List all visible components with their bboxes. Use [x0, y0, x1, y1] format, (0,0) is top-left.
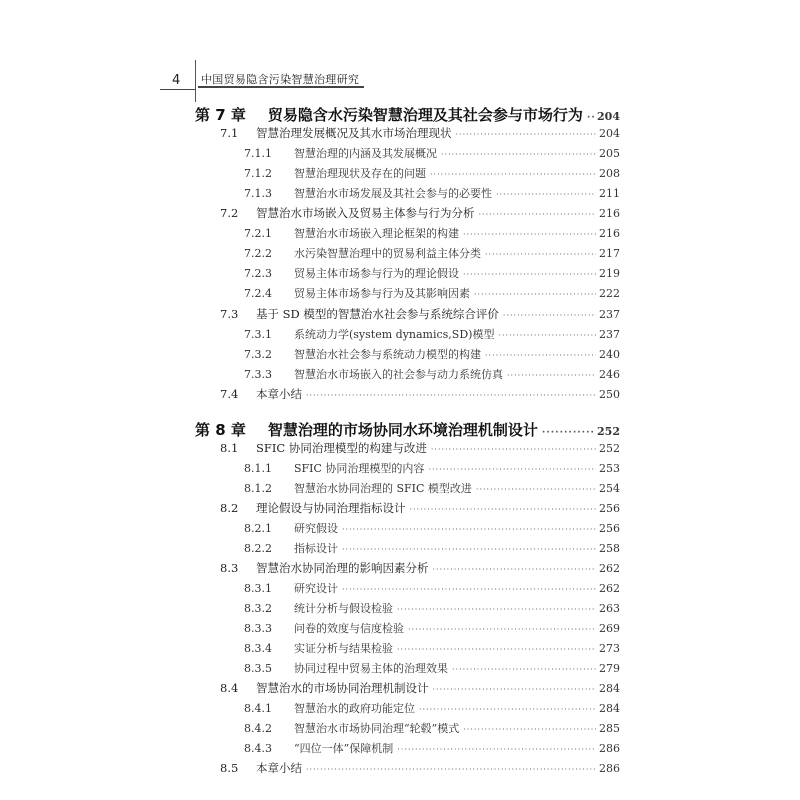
page-ref: 254 — [599, 482, 620, 495]
subsection-number: 8.1.2 — [244, 482, 272, 495]
subsection-number: 7.3.1 — [244, 328, 272, 341]
section-title: 理论假设与协同治理指标设计 — [256, 501, 406, 515]
leader-dots — [419, 705, 596, 714]
leader-dots — [463, 725, 596, 734]
subsection-number: 7.3.2 — [244, 348, 272, 361]
subsection-number: 7.2.3 — [244, 267, 272, 280]
subsection-number: 7.2.4 — [244, 287, 272, 300]
subsection-title: 研究设计 — [294, 582, 338, 595]
page-ref: 217 — [599, 247, 620, 260]
subsection-title: 问卷的效度与信度检验 — [294, 622, 404, 635]
page-number: 4 — [172, 73, 181, 88]
leader-dots — [441, 150, 596, 159]
section-title: 智慧治理发展概况及其水市场治理现状 — [256, 126, 452, 140]
subsection-title: 水污染智慧治理中的贸易利益主体分类 — [294, 247, 481, 260]
subsection-number: 7.2.2 — [244, 247, 272, 260]
section-number: 8.1 — [220, 441, 239, 455]
leader-dots — [342, 545, 596, 554]
toc-chapter-7[interactable] — [195, 104, 620, 125]
page-ref: 263 — [599, 602, 620, 615]
toc-subsection-7-3-2[interactable] — [244, 346, 620, 362]
page-ref: 269 — [599, 622, 620, 635]
leader-dots — [397, 745, 596, 754]
leader-dots — [306, 765, 596, 774]
subsection-title: 智慧治水的政府功能定位 — [294, 702, 415, 715]
subsection-number: 8.3.3 — [244, 622, 272, 635]
toc-section-7-4[interactable] — [220, 386, 620, 402]
subsection-number: 7.1.3 — [244, 187, 272, 200]
toc-section-7-2[interactable] — [220, 205, 620, 221]
section-title: 智慧治水的市场协同治理机制设计 — [256, 681, 429, 695]
leader-dots — [428, 465, 596, 474]
page-ref: 279 — [599, 662, 620, 675]
page-ref: 262 — [599, 562, 620, 575]
toc-section-8-5[interactable] — [220, 760, 620, 776]
subsection-number: 8.3.2 — [244, 602, 272, 615]
subsection-title: 研究假设 — [294, 522, 338, 535]
toc-chapter-8[interactable] — [195, 419, 620, 440]
subsection-number: 8.4.2 — [244, 722, 272, 735]
leader-dots — [463, 270, 596, 279]
toc-subsection-7-1-1[interactable] — [244, 145, 620, 161]
toc-subsection-7-3-3[interactable] — [244, 366, 620, 382]
section-title: 基于 SD 模型的智慧治水社会参与系统综合评价 — [256, 307, 499, 321]
toc-subsection-8-2-1[interactable] — [244, 520, 620, 536]
leader-dots — [476, 485, 596, 494]
page-ref: 204 — [599, 127, 620, 140]
page-ref: 222 — [599, 287, 620, 300]
toc-subsection-7-1-3[interactable] — [244, 185, 620, 201]
subsection-title: 智慧治水社会参与系统动力模型的构建 — [294, 348, 481, 361]
subsection-number: 8.4.1 — [244, 702, 272, 715]
subsection-number: 7.1.2 — [244, 167, 272, 180]
page-ref: 273 — [599, 642, 620, 655]
page-ref: 256 — [599, 522, 620, 535]
section-number: 7.2 — [220, 206, 239, 220]
leader-dots — [410, 505, 597, 514]
subsection-title: 智慧治理的内涵及其发展概况 — [294, 147, 437, 160]
subsection-title: 协同过程中贸易主体的治理效果 — [294, 662, 448, 675]
chapter-number: 第 8 章 — [195, 421, 246, 439]
leader-dots — [431, 445, 596, 454]
toc-section-8-2[interactable] — [220, 500, 620, 516]
leader-dots — [479, 210, 597, 219]
section-number: 8.4 — [220, 681, 239, 695]
subsection-title: 系统动力学(system dynamics,SD)模型 — [294, 328, 495, 341]
subsection-number: 8.4.3 — [244, 742, 272, 755]
leader-dots — [433, 685, 597, 694]
page-ref: 204 — [597, 110, 620, 123]
page-ref: 252 — [597, 425, 620, 438]
toc-subsection-8-4-1[interactable] — [244, 700, 620, 716]
subsection-number: 7.2.1 — [244, 227, 272, 240]
page-ref: 284 — [599, 682, 620, 695]
section-title: 本章小结 — [256, 387, 302, 401]
leader-dots — [496, 190, 596, 199]
section-title: 本章小结 — [256, 761, 302, 775]
page-ref: 250 — [599, 388, 620, 401]
toc-subsection-8-4-2[interactable] — [244, 720, 620, 736]
leader-dots — [452, 665, 596, 674]
subsection-number: 8.3.4 — [244, 642, 272, 655]
toc-subsection-8-3-4[interactable] — [244, 640, 620, 656]
leader-dots — [408, 625, 596, 634]
toc-section-7-3[interactable] — [220, 306, 620, 322]
toc-section-7-1[interactable] — [220, 125, 620, 141]
toc-subsection-8-3-3[interactable] — [244, 620, 620, 636]
subsection-number: 8.2.2 — [244, 542, 272, 555]
leader-dots — [342, 585, 596, 594]
section-number: 7.4 — [220, 387, 239, 401]
leader-dots — [485, 351, 596, 360]
page-ref: 208 — [599, 167, 620, 180]
subsection-number: 8.3.1 — [244, 582, 272, 595]
page-ref: 258 — [599, 542, 620, 555]
toc-section-8-4[interactable] — [220, 680, 620, 696]
leader-dots — [342, 525, 596, 534]
leader-dots — [456, 130, 597, 139]
subsection-title: SFIC 协同治理模型的内容 — [294, 462, 425, 475]
subsection-title: 智慧治水市场协同治理“轮毂”模式 — [294, 722, 460, 735]
subsection-number: 7.3.3 — [244, 368, 272, 381]
chapter-title: 智慧治理的市场协同水环境治理机制设计 — [267, 421, 538, 439]
subsection-title: 智慧治水市场发展及其社会参与的必要性 — [294, 187, 492, 200]
header-title-underline — [198, 86, 364, 88]
subsection-number: 8.1.1 — [244, 462, 272, 475]
toc-subsection-7-2-3[interactable] — [244, 265, 620, 281]
leader-dots — [542, 428, 594, 438]
page-ref: 252 — [599, 442, 620, 455]
page-ref: 216 — [599, 207, 620, 220]
toc-subsection-7-3-1[interactable] — [244, 326, 620, 342]
leader-dots — [485, 250, 596, 259]
page-ref: 262 — [599, 582, 620, 595]
subsection-title: 贸易主体市场参与行为的理论假设 — [294, 267, 459, 280]
toc-subsection-8-4-3[interactable] — [244, 740, 620, 756]
page-ref: 237 — [599, 328, 620, 341]
leader-dots — [397, 645, 596, 654]
leader-dots — [433, 565, 597, 574]
chapter-title: 贸易隐含水污染智慧治理及其社会参与市场行为 — [267, 106, 583, 124]
toc-subsection-8-3-1[interactable] — [244, 580, 620, 596]
subsection-title: “四位一体”保障机制 — [294, 742, 394, 755]
page-ref: 256 — [599, 502, 620, 515]
subsection-title: 智慧治水市场嵌入的社会参与动力系统仿真 — [294, 368, 503, 381]
subsection-title: 智慧治理现状及存在的问题 — [294, 167, 426, 180]
page-ref: 253 — [599, 462, 620, 475]
subsection-title: 智慧治水市场嵌入理论框架的构建 — [294, 227, 459, 240]
subsection-title: 指标设计 — [294, 542, 338, 555]
page-ref: 237 — [599, 308, 620, 321]
subsection-title: 贸易主体市场参与行为及其影响因素 — [294, 287, 470, 300]
subsection-number: 7.1.1 — [244, 147, 272, 160]
toc-subsection-7-2-1[interactable] — [244, 225, 620, 241]
toc-subsection-7-1-2[interactable] — [244, 165, 620, 181]
running-header-title: 中国贸易隐含污染智慧治理研究 — [201, 73, 360, 86]
section-title: SFIC 协同治理模型的构建与改进 — [256, 441, 427, 455]
toc-subsection-8-2-2[interactable] — [244, 540, 620, 556]
leader-dots — [463, 230, 596, 239]
page-ref: 219 — [599, 267, 620, 280]
leader-dots — [306, 391, 596, 400]
toc-subsection-7-2-2[interactable] — [244, 245, 620, 261]
toc-subsection-8-3-2[interactable] — [244, 600, 620, 616]
page-ref: 246 — [599, 368, 620, 381]
section-number: 8.2 — [220, 501, 239, 515]
section-title: 智慧治水协同治理的影响因素分析 — [256, 561, 429, 575]
section-title: 智慧治水市场嵌入及贸易主体参与行为分析 — [256, 206, 475, 220]
subsection-title: 智慧治水协同治理的 SFIC 模型改进 — [294, 482, 472, 495]
leader-dots — [507, 371, 596, 380]
page-ref: 211 — [599, 187, 620, 200]
page-ref: 286 — [599, 742, 620, 755]
page-ref: 284 — [599, 702, 620, 715]
leader-dots — [498, 331, 596, 340]
subsection-number: 8.2.1 — [244, 522, 272, 535]
toc-subsection-8-1-2[interactable] — [244, 480, 620, 496]
leader-dots — [430, 170, 596, 179]
leader-dots — [587, 113, 594, 123]
page-ref: 285 — [599, 722, 620, 735]
toc-section-8-3[interactable] — [220, 560, 620, 576]
toc-subsection-7-2-4[interactable] — [244, 285, 620, 301]
section-number: 8.3 — [220, 561, 239, 575]
toc-section-8-1[interactable] — [220, 440, 620, 456]
page-ref: 205 — [599, 147, 620, 160]
subsection-title: 统计分析与假设检验 — [294, 602, 393, 615]
toc-subsection-8-3-5[interactable] — [244, 660, 620, 676]
section-number: 8.5 — [220, 761, 239, 775]
section-number: 7.3 — [220, 307, 239, 321]
header-vertical-rule — [195, 60, 196, 102]
leader-dots — [474, 290, 596, 299]
header-horizontal-rule — [160, 89, 196, 90]
page-ref: 216 — [599, 227, 620, 240]
toc-subsection-8-1-1[interactable] — [244, 460, 620, 476]
section-number: 7.1 — [220, 126, 239, 140]
chapter-number: 第 7 章 — [195, 106, 246, 124]
leader-dots — [397, 605, 596, 614]
leader-dots — [503, 311, 596, 320]
page-ref: 240 — [599, 348, 620, 361]
subsection-title: 实证分析与结果检验 — [294, 642, 393, 655]
subsection-number: 8.3.5 — [244, 662, 272, 675]
page-ref: 286 — [599, 762, 620, 775]
